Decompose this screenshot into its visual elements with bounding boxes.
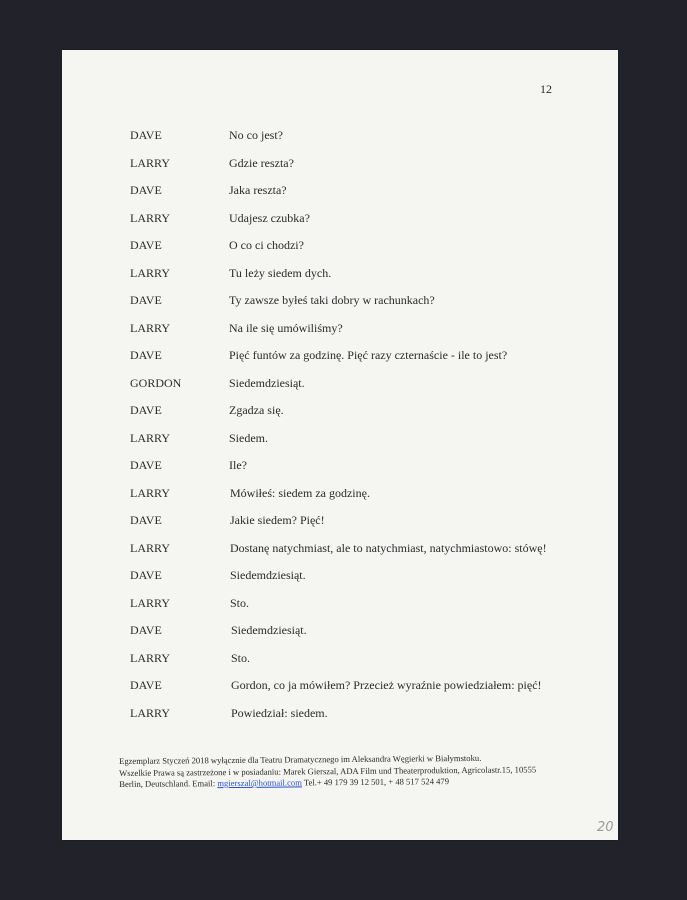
dialogue-line <box>130 266 590 294</box>
footer-contact-prefix: Berlin, Deutschland. Email: <box>119 778 218 789</box>
speaker-name: DAVE <box>130 568 162 582</box>
dialogue-text: O co ci chodzi? <box>229 238 304 252</box>
copyright-footer <box>119 752 579 791</box>
email-link[interactable]: mgierszal@hotmail.com <box>217 777 302 789</box>
speaker-name: LARRY <box>130 540 171 555</box>
dialogue-line <box>130 156 590 184</box>
dialogue-line <box>130 211 590 239</box>
footer-contact-phones: Tel.+ 49 179 39 12 501, + 48 517 524 479 <box>301 776 450 788</box>
dialogue-line <box>130 706 590 734</box>
dialogue-text: Siedemdziesiąt. <box>231 623 307 637</box>
dialogue-text: Sto. <box>231 650 251 665</box>
dialogue-line <box>130 596 590 624</box>
dialogue-text: Dostanę natychmiast, ale to natychmiast, natychmiastowo: stówę! <box>230 540 547 555</box>
dialogue-line <box>130 513 590 541</box>
page-number: 12 <box>540 82 552 96</box>
dialogue-text: Ty zawsze byłeś taki dobry w rachunkach? <box>229 293 435 307</box>
speaker-name: LARRY <box>130 210 171 225</box>
speaker-name: DAVE <box>130 403 162 417</box>
dialogue-text: Siedemdziesiąt. <box>230 568 306 582</box>
speaker-name: LARRY <box>130 595 171 610</box>
speaker-name: LARRY <box>130 265 171 280</box>
dialogue-line <box>130 458 590 486</box>
dialogue-text: Na ile się umówiliśmy? <box>229 320 343 335</box>
dialogue-text: Pięć funtów za godzinę. Pięć razy czternaście - ile to jest? <box>229 348 508 362</box>
speaker-name: DAVE <box>130 348 162 362</box>
speaker-name: DAVE <box>130 458 162 472</box>
dialogue-line <box>130 651 590 679</box>
dialogue-line <box>130 321 590 349</box>
speaker-name: DAVE <box>130 238 162 252</box>
handwritten-page-mark: 20 <box>597 820 614 835</box>
speaker-name: DAVE <box>130 623 162 637</box>
dialogue-list <box>130 128 590 733</box>
dialogue-text: Gordon, co ja mówiłem? Przecież wyraźnie powiedziałem: pięć! <box>231 678 542 692</box>
footer-line-1: Egzemplarz Styczeń 2018 wyłącznie dla Teatru Dramatycznego im Aleksandra Węgierki w Białymstoku. <box>119 752 482 766</box>
dialogue-text: Sto. <box>230 595 250 610</box>
dialogue-line <box>130 403 590 431</box>
dialogue-line <box>130 348 590 376</box>
dialogue-text: Mówiłeś: siedem za godzinę. <box>230 485 370 500</box>
dialogue-line <box>130 431 590 459</box>
dialogue-line <box>130 376 590 404</box>
speaker-name: LARRY <box>130 705 171 720</box>
dialogue-text: Jakie siedem? Pięć! <box>230 513 325 527</box>
dialogue-text: Tu leży siedem dych. <box>229 265 332 280</box>
speaker-name: LARRY <box>130 485 171 500</box>
speaker-name: LARRY <box>130 320 171 335</box>
dialogue-text: Zgadza się. <box>229 403 284 417</box>
dialogue-line <box>130 128 590 156</box>
dialogue-text: Jaka reszta? <box>229 183 287 197</box>
dialogue-line <box>130 183 590 211</box>
dialogue-text: Siedemdziesiąt. <box>229 375 305 390</box>
speaker-name: DAVE <box>130 678 162 692</box>
speaker-name: LARRY <box>130 650 171 665</box>
dialogue-text: Gdzie reszta? <box>229 155 294 170</box>
dialogue-text: Ile? <box>229 458 247 472</box>
dialogue-line <box>130 541 590 569</box>
speaker-name: LARRY <box>130 430 171 445</box>
speaker-name: DAVE <box>130 183 162 197</box>
speaker-name: GORDON <box>130 375 182 390</box>
dialogue-line <box>130 486 590 514</box>
dialogue-line <box>130 568 590 596</box>
dialogue-text: Siedem. <box>229 430 268 445</box>
document-page <box>62 50 618 840</box>
dialogue-text: Powiedział: siedem. <box>231 705 328 720</box>
dialogue-line <box>130 293 590 321</box>
dialogue-line <box>130 678 590 706</box>
speaker-name: LARRY <box>130 155 171 170</box>
footer-line-2: Wszelkie Prawa są zastrzeżone i w posiadaniu: Marek Gierszal, ADA Film und Theaterproduktion, Agricolastr.15, 10555 <box>119 763 537 778</box>
dialogue-line <box>130 238 590 266</box>
dialogue-text: Udajesz czubka? <box>229 210 310 225</box>
speaker-name: DAVE <box>130 128 162 142</box>
speaker-name: DAVE <box>130 293 162 307</box>
dialogue-text: No co jest? <box>229 128 283 142</box>
speaker-name: DAVE <box>130 513 162 527</box>
dialogue-line <box>130 623 590 651</box>
